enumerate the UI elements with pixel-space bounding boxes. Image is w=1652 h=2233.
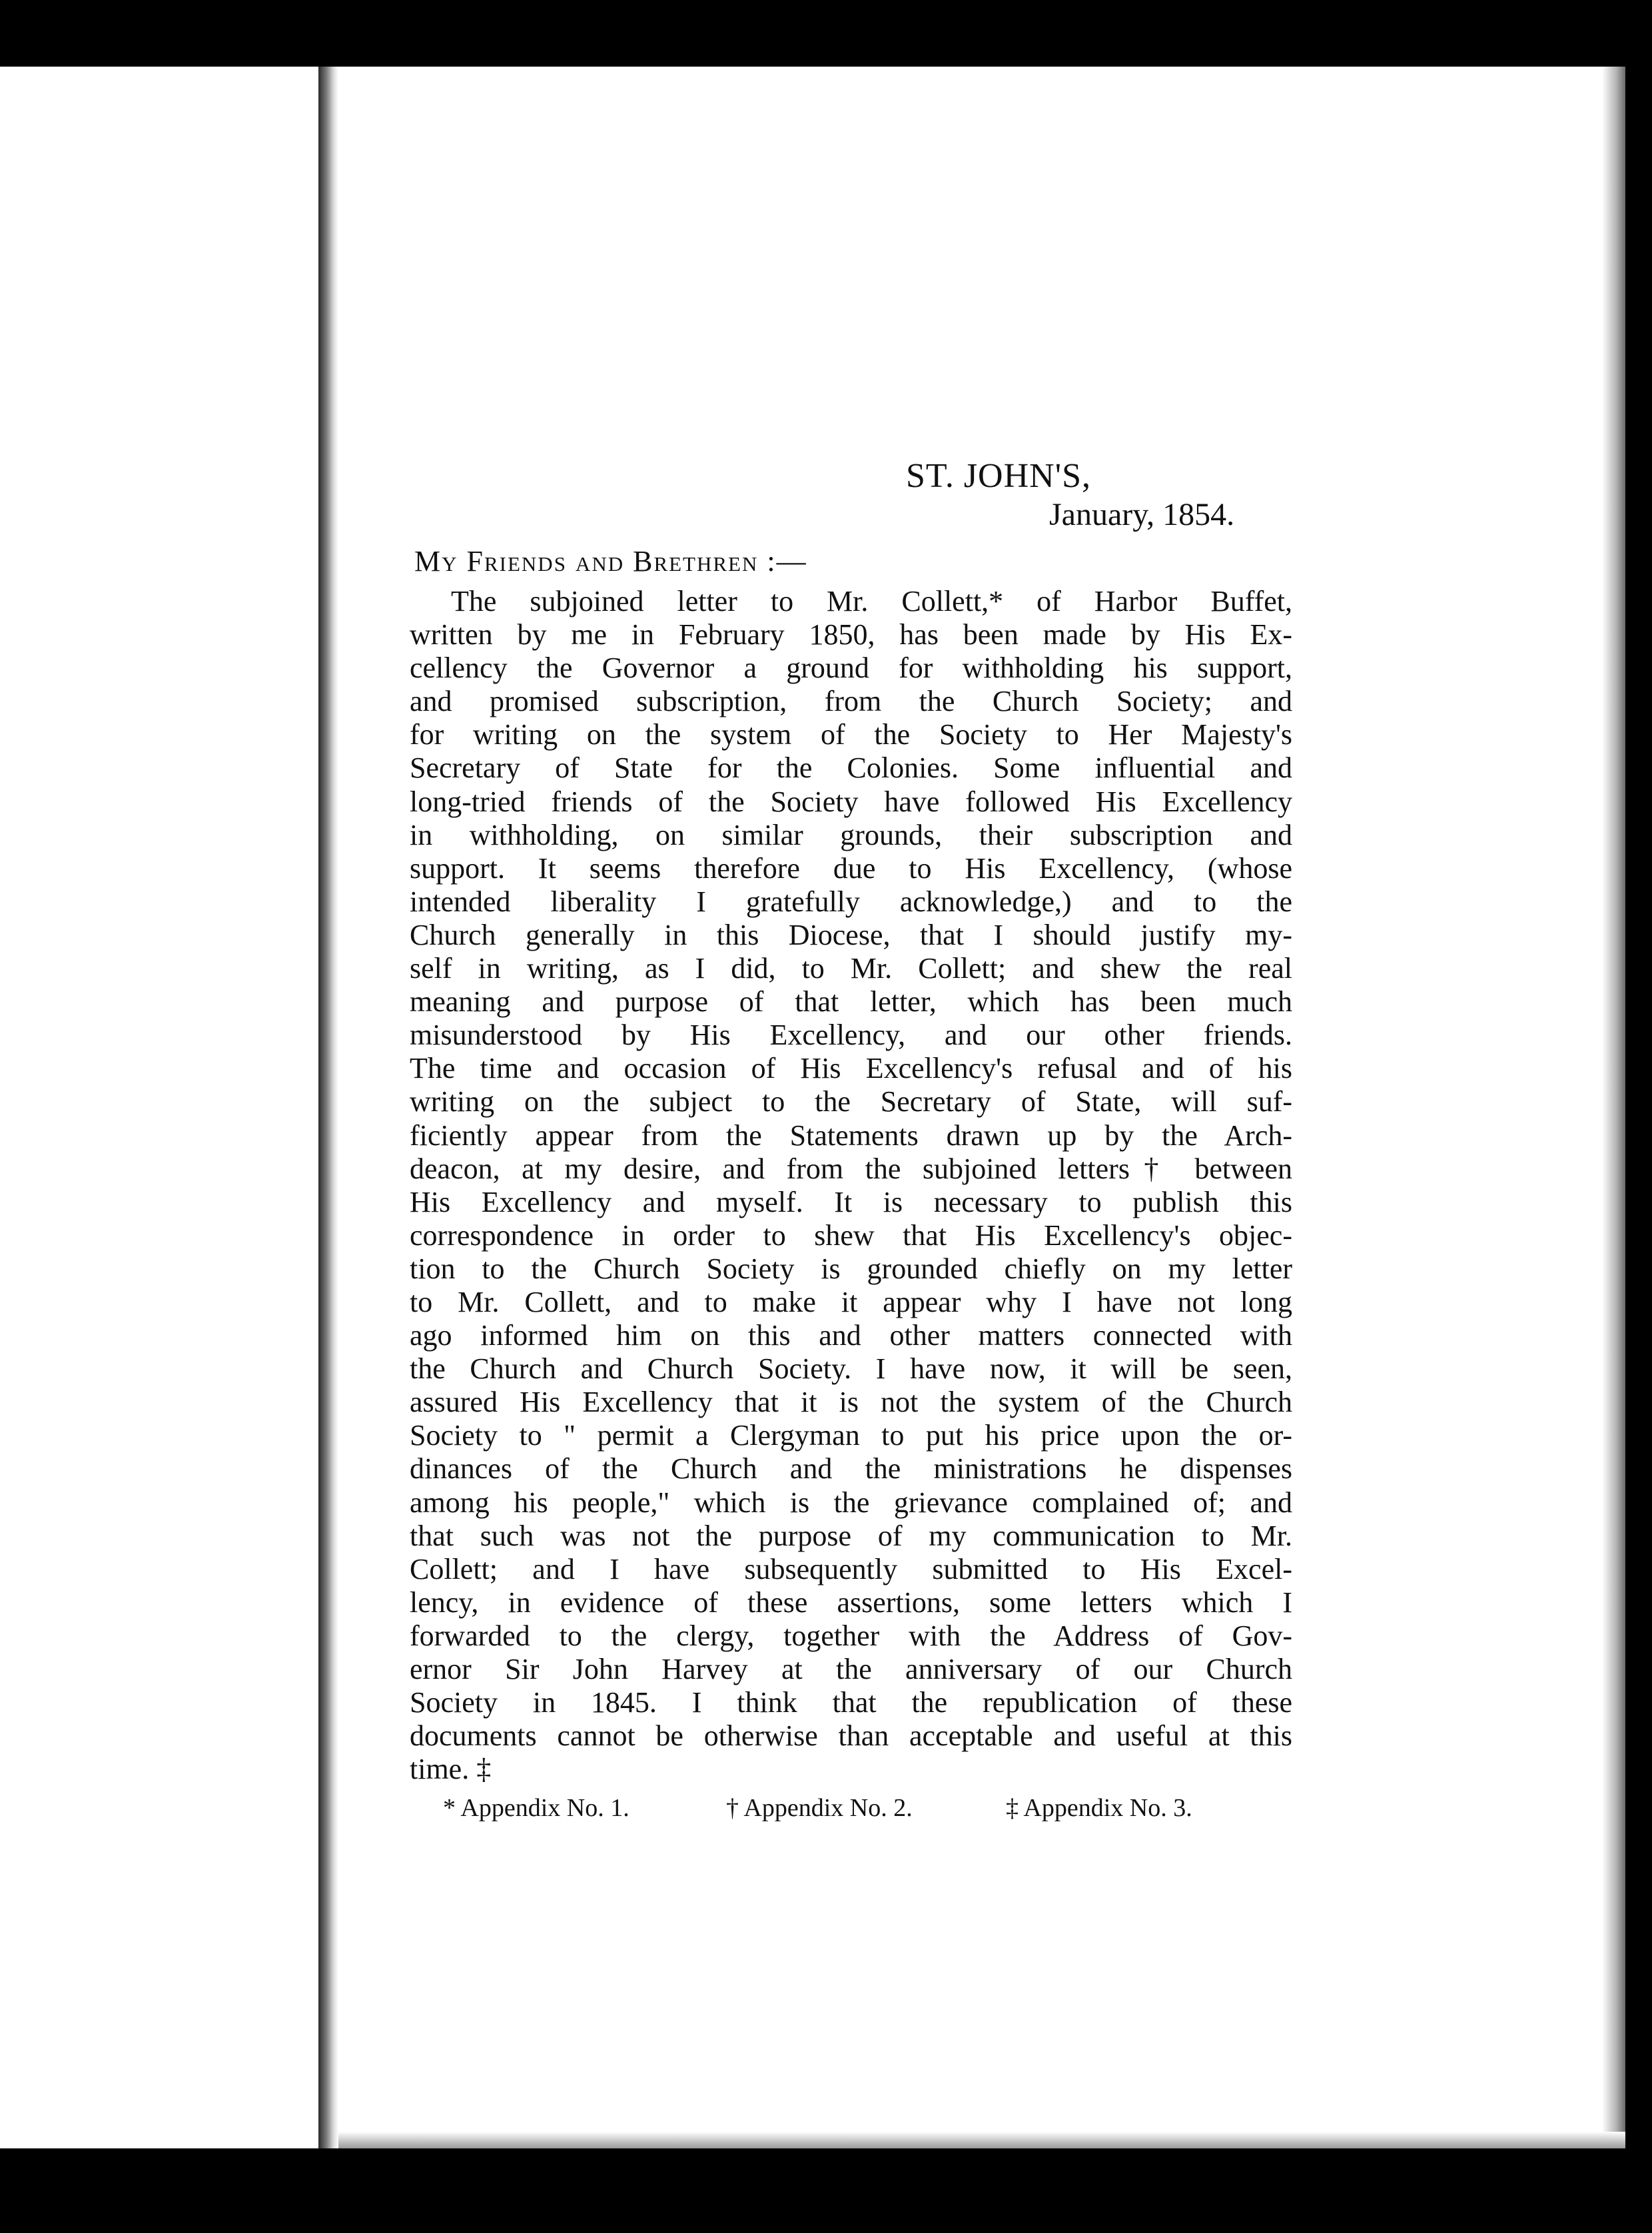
book-gutter — [318, 67, 338, 2148]
body-line: intended liberality I gratefully acknowledge,) and to the — [410, 885, 1292, 918]
body-line: writing on the subject to the Secretary of State, will suf- — [410, 1085, 1292, 1118]
footnote-appendix-3: ‡ Appendix No. 3. — [1006, 1794, 1192, 1822]
facing-page-left — [0, 67, 318, 2148]
body-line: self in writing, as I did, to Mr. Collett; and shew the real — [410, 952, 1292, 985]
body-line: deacon, at my desire, and from the subjoined letters† between — [410, 1152, 1292, 1185]
page-bottom-shadow — [338, 2132, 1625, 2148]
body-line: Society in 1845. I think that the republication of these — [410, 1686, 1292, 1719]
footnote-appendix-2: † Appendix No. 2. — [726, 1794, 913, 1822]
letter-place: ST. JOHN'S, — [906, 457, 1092, 495]
scan-border-right — [1625, 0, 1652, 2233]
body-line: His Excellency and myself. It is necessary to publish this — [410, 1185, 1292, 1218]
body-line: correspondence in order to shew that His Excellency's objec- — [410, 1218, 1292, 1252]
scan-border-top — [0, 0, 1652, 67]
body-line: ago informed him on this and other matters connected with — [410, 1319, 1292, 1352]
body-line: meaning and purpose of that letter, which has been much — [410, 985, 1292, 1019]
body-line: Secretary of State for the Colonies. Some influential and — [410, 751, 1292, 785]
page-edge-shadow — [1602, 67, 1625, 2148]
body-line: the Church and Church Society. I have now, it will be seen, — [410, 1352, 1292, 1386]
body-line: support. It seems therefore due to His Excellency, (whose — [410, 851, 1292, 885]
body-line: for writing on the system of the Society to Her Majesty's — [410, 718, 1292, 751]
body-line: in withholding, on similar grounds, their subscription and — [410, 818, 1292, 851]
body-line: Collett; and I have subsequently submitted to His Excel- — [410, 1552, 1292, 1585]
body-line: to Mr. Collett, and to make it appear why I have not long — [410, 1285, 1292, 1318]
body-line: cellency the Governor a ground for withholding his support, — [410, 652, 1292, 685]
scan-border-bottom — [0, 2148, 1652, 2233]
body-line: The time and occasion of His Excellency's refusal and of his — [410, 1052, 1292, 1085]
footnote-appendix-1: * Appendix No. 1. — [443, 1794, 629, 1822]
body-line: dinances of the Church and the ministrations he dispenses — [410, 1452, 1292, 1486]
body-line: assured His Excellency that it is not the system of the Church — [410, 1386, 1292, 1419]
body-line: Society to " permit a Clergyman to put his price upon the or- — [410, 1419, 1292, 1452]
body-line: Church generally in this Diocese, that I should justify my- — [410, 918, 1292, 951]
body-line: ernor Sir John Harvey at the anniversary of our Church — [410, 1653, 1292, 1685]
body-line: among his people," which is the grievance complained of; and — [410, 1486, 1292, 1519]
body-line: tion to the Church Society is grounded chiefly on my letter — [410, 1252, 1292, 1285]
body-line: The subjoined letter to Mr. Collett,* of Harbor Buffet, — [451, 585, 1292, 618]
footnotes — [443, 1793, 1252, 1831]
body-line: ficiently appear from the Statements drawn up by the Arch- — [410, 1118, 1292, 1152]
body-line: long-tried friends of the Society have followed His Excellency — [410, 785, 1292, 818]
body-line: documents cannot be otherwise than acceptable and useful at this — [410, 1719, 1292, 1753]
body-line: written by me in February 1850, has been made by His Ex- — [410, 618, 1292, 652]
letter-body — [410, 585, 1292, 1786]
body-line: misunderstood by His Excellency, and our other friends. — [410, 1019, 1292, 1052]
body-line: that such was not the purpose of my communication to Mr. — [410, 1519, 1292, 1552]
salutation: My Friends and Brethren :— — [414, 545, 807, 578]
body-line: forwarded to the clergy, together with the Address of Gov- — [410, 1619, 1292, 1652]
body-line: lency, in evidence of these assertions, some letters which I — [410, 1585, 1292, 1619]
body-line: time. ‡ — [410, 1753, 492, 1786]
body-line: and promised subscription, from the Church Society; and — [410, 685, 1292, 718]
letter-date: January, 1854. — [1049, 497, 1235, 532]
